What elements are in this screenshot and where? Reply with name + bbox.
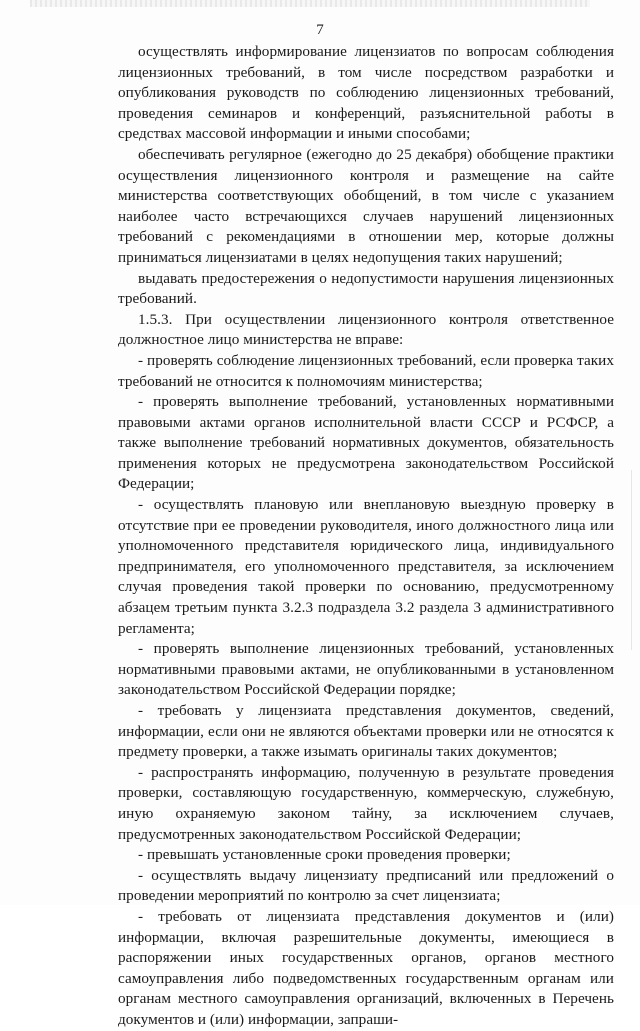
list-item-exceed-deadlines: - превышать установленные сроки проведения проверки;	[138, 846, 511, 864]
list-item-disclose-secrets: - распространять информацию, полученную в результате проведения проверки, составляющую государственную, коммерческую, служебную, иную охраняемую законом тайну, за исключением случаев, предусмотренных законодательством Российской Федерации;	[118, 763, 614, 843]
list-item-request-other-agencies: - требовать от лицензиата представления документов и (или) информации, включая разрешительные документы, имеющиеся в распоряжении иных государственных органов, органов местного самоуправления либо подведомственных государственным органам или органам местного самоуправления организаций, включенных в Перечень документов и (или) информации, запраши-	[118, 907, 614, 1028]
scan-edge-artifact	[30, 0, 590, 7]
list-item-issue-prescriptions: - осуществлять выдачу лицензиату предписаний или предложений о проведении мероприятий по контролю за счет лицензиата;	[118, 866, 614, 905]
list-item-request-documents: - требовать у лицензиата представления документов, сведений, информации, если они не являются объектами проверки или не относятся к предмету проверки, а также изымать оригиналы таких документов;	[118, 702, 614, 761]
paragraph-inform-licensees: осуществлять информирование лицензиатов по вопросам соблюдения лицензионных требований, в том числе посредством разработки и опубликования руководств по соблюдению лицензионных требований, проведения семинаров и конференций, разъяснительной работы в средствах массовой информации и иными способами;	[118, 43, 614, 143]
document-body	[118, 42, 614, 1031]
page-number: 7	[316, 22, 324, 38]
list-item-unpublished-acts: - проверять выполнение лицензионных требований, установленных нормативными правовыми актами, не опубликованными в установленном законодательством Российской Федерации порядке;	[118, 640, 614, 699]
scan-margin-artifact	[631, 470, 632, 650]
paragraph-generalize-practice: обеспечивать регулярное (ежегодно до 25 декабря) обобщение практики осуществления лицензионного контроля и размещение на сайте министерства соответствующих обобщений, в том числе с указанием наиболее часто встречающихся случаев нарушений лицензионных требований с рекомендациями в отношении мер, которые должны приниматься лицензиатами в целях недопущения таких нарушений;	[118, 145, 614, 266]
list-item-check-requirements: - проверять соблюдение лицензионных требований, если проверка таких требований не относится к полномочиям министерства;	[118, 351, 614, 390]
paragraph-issue-warnings: выдавать предостережения о недопустимости нарушения лицензионных требований.	[118, 269, 614, 308]
list-item-inspection-absence: - осуществлять плановую или внеплановую выездную проверку в отсутствие при ее проведении руководителя, иного должностного лица или уполномоченного представителя юридического лица, индивидуального предпринимателя, его уполномоченного представителя, за исключением случая проведения такой проверки по основанию, предусмотренному абзацем третьим пункта 3.2.3 подраздела 3.2 раздела 3 административного регламента;	[118, 496, 614, 637]
paragraph-1-5-3: 1.5.3. При осуществлении лицензионного контроля ответственное должностное лицо министерства не вправе:	[118, 310, 614, 349]
list-item-ussr-acts: - проверять выполнение требований, установленных нормативными правовыми актами органов исполнительной власти СССР и РСФСР, а также выполнение требований нормативных документов, обязательность применения которых не предусмотрена законодательством Российской Федерации;	[118, 393, 614, 493]
